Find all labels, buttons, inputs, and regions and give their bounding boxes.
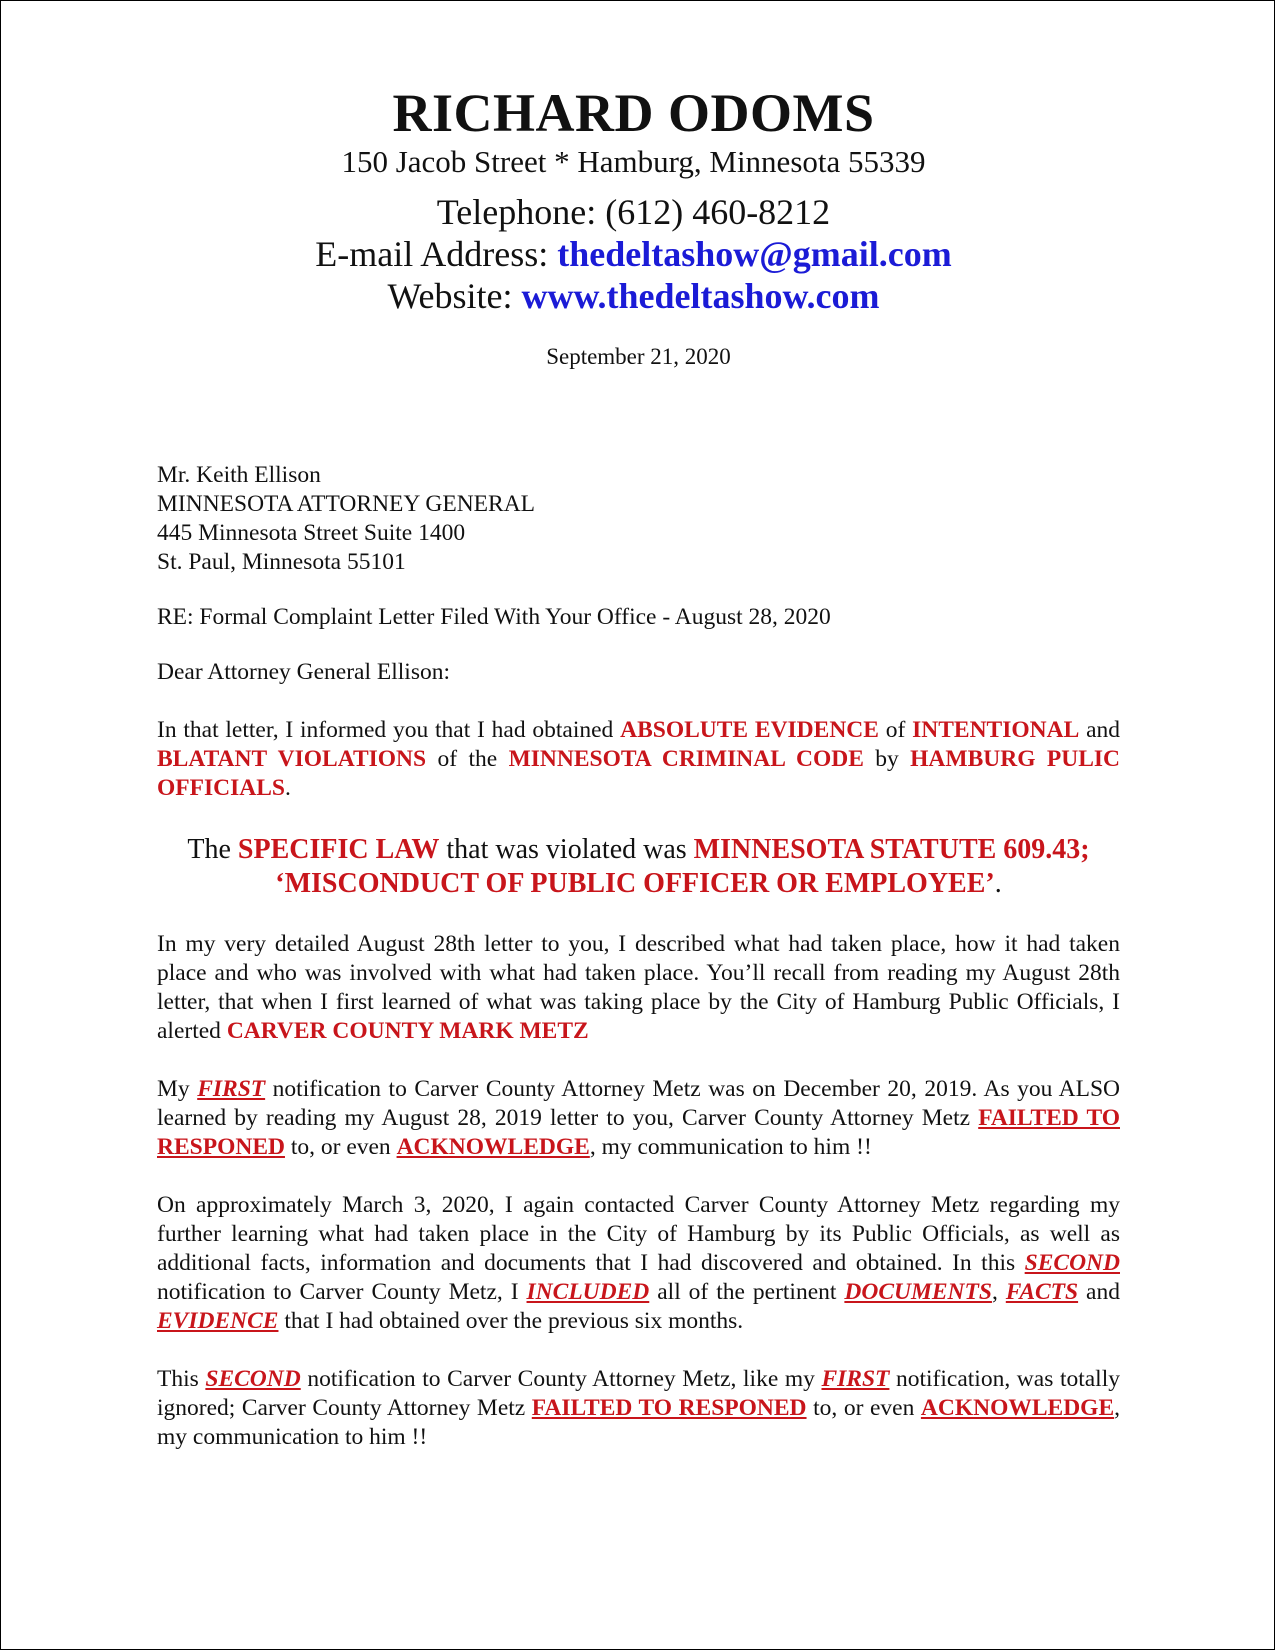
text-run: , my communication to him !! <box>589 1134 872 1160</box>
sender-address: 150 Jacob Street * Hamburg, Minnesota 55339 <box>341 144 926 179</box>
emphasis-run: MINNESOTA CRIMINAL CODE <box>508 746 864 772</box>
text-run: by <box>863 746 911 772</box>
email-label: E-mail Address: <box>315 234 558 274</box>
text-run: , <box>991 1279 1006 1305</box>
paragraph-5 <box>157 1365 1120 1452</box>
recipient-line: Mr. Keith Ellison <box>157 462 321 488</box>
sender-name: RICHARD ODOMS <box>392 83 875 143</box>
text-run: notification to Carver County Metz, I <box>157 1279 527 1305</box>
emphasis-run: BLATANT VIOLATIONS <box>157 746 427 772</box>
text-run: notification to Carver County Attorney Metz, like my <box>300 1366 822 1392</box>
emphasis-run: SECOND <box>1024 1250 1120 1276</box>
sender-phone: Telephone: (612) 460-8212 <box>436 192 831 232</box>
salutation: Dear Attorney General Ellison: <box>157 659 451 685</box>
emphasis-run: INCLUDED <box>526 1279 650 1305</box>
re-line: RE: Formal Complaint Letter Filed With Your Office - August 28, 2020 <box>157 604 831 630</box>
emphasis-run: FAILTED TO RESPONED <box>157 1105 1120 1160</box>
email-link[interactable]: thedeltashow@gmail.com <box>557 234 952 274</box>
emphasis-run: FACTS <box>1005 1279 1079 1305</box>
emphasis-run: MINNESOTA STATUTE 609.43; <box>693 834 1090 865</box>
text-run: of <box>878 717 913 743</box>
text-run: My <box>157 1076 198 1102</box>
emphasis-run: HAMBURG PULIC OFFICIALS <box>157 746 1120 801</box>
text-run: all of the pertinent <box>649 1279 845 1305</box>
paragraph-4 <box>157 1191 1120 1336</box>
paragraph-3 <box>157 1075 1120 1162</box>
text-run: that I had obtained over the previous six months. <box>278 1308 744 1334</box>
text-run: to, or even <box>284 1134 397 1160</box>
sender-email-line <box>1 233 1266 275</box>
text-run: In that letter, I informed you that I had obtained <box>157 717 621 743</box>
statute-callout <box>157 833 1120 901</box>
text-run: notification, was totally ignored; Carver County Attorney Metz <box>157 1366 1120 1421</box>
text-run: of the <box>426 746 509 772</box>
paragraph-2 <box>157 930 1120 1046</box>
text-run: , my communication to him !! <box>157 1395 1121 1450</box>
sender-website-line <box>1 275 1266 317</box>
emphasis-run: ABSOLUTE EVIDENCE <box>620 717 879 743</box>
recipient-block <box>157 461 1120 577</box>
emphasis-run: ACKNOWLEDGE <box>920 1395 1115 1421</box>
text-run: and <box>1079 717 1121 743</box>
emphasis-run: ‘MISCONDUCT OF PUBLIC OFFICER OR EMPLOYEE’ <box>275 868 995 899</box>
emphasis-run: SECOND <box>205 1366 301 1392</box>
text-run: notification to Carver County Attorney Metz was on December 20, 2019. As you ALSO learned by reading my August 28, 2019 letter to you, Carver County Attorney Metz <box>157 1076 1120 1131</box>
recipient-line: MINNESOTA ATTORNEY GENERAL <box>157 491 536 517</box>
text-run: This <box>157 1366 206 1392</box>
recipient-line: St. Paul, Minnesota 55101 <box>157 549 406 575</box>
emphasis-run: FAILTED TO RESPONED <box>531 1395 807 1421</box>
emphasis-run: FIRST <box>821 1366 890 1392</box>
emphasis-run: ACKNOWLEDGE <box>396 1134 590 1160</box>
letter-date: September 21, 2020 <box>546 344 731 369</box>
recipient-line: 445 Minnesota Street Suite 1400 <box>157 520 466 546</box>
website-label: Website: <box>387 276 522 316</box>
text-run: that was violated was <box>439 834 694 865</box>
emphasis-run: SPECIFIC LAW <box>237 834 440 865</box>
paragraph-1 <box>157 716 1120 803</box>
letterhead <box>1 83 1266 317</box>
text-run: . <box>994 868 1002 899</box>
text-run: In my very detailed August 28th letter to you, I described what had taken place, how it had taken place and who was involved with what had taken place. You’ll recall from reading my August 28th letter, that when I first learned of what was taking place by the City of Hamburg Public Officials, I alerted <box>157 931 1120 1044</box>
emphasis-run: DOCUMENTS <box>844 1279 992 1305</box>
website-link[interactable]: www.thedeltashow.com <box>521 276 880 316</box>
emphasis-run: INTENTIONAL <box>912 717 1080 743</box>
letter-body <box>157 461 1120 1452</box>
emphasis-run: FIRST <box>197 1076 266 1102</box>
text-run: to, or even <box>806 1395 921 1421</box>
text-run: and <box>1078 1279 1120 1305</box>
text-run: The <box>187 834 238 865</box>
emphasis-run: CARVER COUNTY MARK METZ <box>226 1018 589 1044</box>
text-run: . <box>284 775 291 801</box>
text-run: On approximately March 3, 2020, I again contacted Carver County Attorney Metz regarding my further learning what had taken place in the City of Hamburg by its Public Officials, as well as additional facts, information and documents that I had discovered and obtained. In this <box>157 1192 1120 1276</box>
emphasis-run: EVIDENCE <box>157 1308 279 1334</box>
